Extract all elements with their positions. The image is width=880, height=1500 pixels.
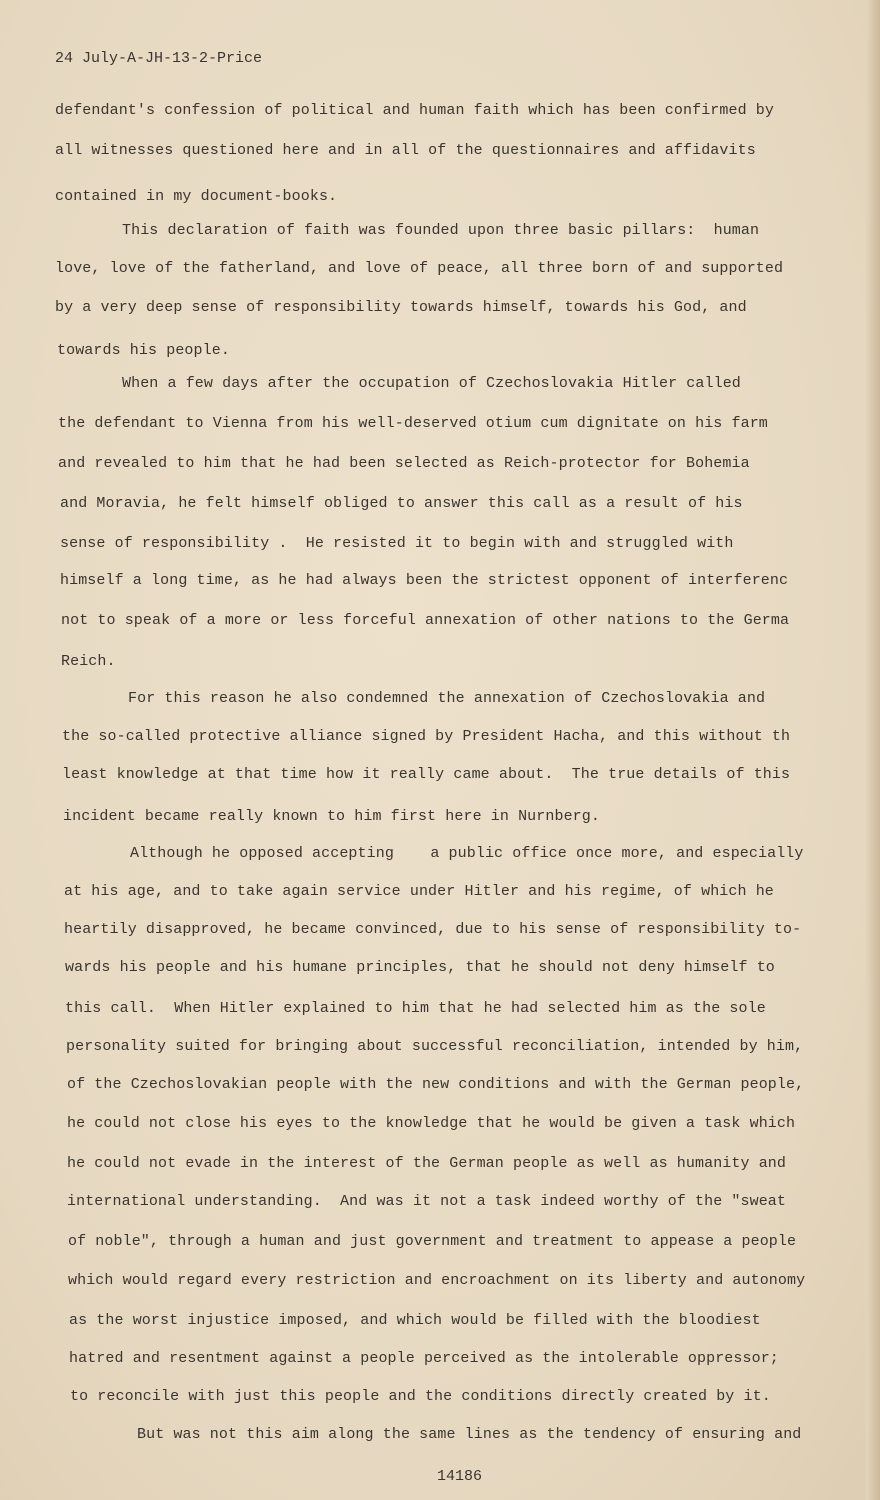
text-line: himself a long time, as he had always been the strictest opponent of interferenc: [60, 572, 789, 589]
text-line: But was not this aim along the same lines as the tendency of ensuring and: [137, 1426, 802, 1443]
text-line: international understanding. And was it not a task indeed worthy of the "sweat: [67, 1193, 787, 1210]
text-line: sense of responsibility . He resisted it to begin with and struggled with: [60, 535, 734, 552]
text-line: and revealed to him that he had been selected as Reich-protector for Bohemia: [58, 455, 750, 472]
text-line: hatred and resentment against a people perceived as the intolerable oppressor;: [69, 1350, 779, 1367]
text-line: not to speak of a more or less forceful annexation of other nations to the Germa: [61, 612, 790, 629]
text-line: heartily disapproved, he became convinced, due to his sense of responsibility to-: [64, 921, 802, 938]
text-line: the defendant to Vienna from his well-deserved otium cum dignitate on his farm: [58, 415, 768, 432]
text-line: Although he opposed accepting a public office once more, and especially: [130, 845, 804, 862]
text-line: love, love of the fatherland, and love of peace, all three born of and supported: [55, 260, 784, 277]
text-line: towards his people.: [57, 342, 230, 359]
text-line: which would regard every restriction and encroachment on its liberty and autonomy: [68, 1272, 806, 1289]
text-line: When a few days after the occupation of Czechoslovakia Hitler called: [122, 375, 741, 392]
text-line: he could not evade in the interest of the German people as well as humanity and: [67, 1155, 787, 1172]
text-line: least knowledge at that time how it really came about. The true details of this: [62, 766, 791, 783]
text-line: of noble", through a human and just government and treatment to appease a people: [68, 1233, 797, 1250]
text-line: wards his people and his humane principles, that he should not deny himself to: [65, 959, 775, 976]
text-line: this call. When Hitler explained to him that he had selected him as the sole: [65, 1000, 766, 1017]
text-line: at his age, and to take again service under Hitler and his regime, of which he: [64, 883, 774, 900]
page-edge: [866, 0, 880, 1500]
text-line: This declaration of faith was founded upon three basic pillars: human: [122, 222, 760, 239]
text-line: personality suited for bringing about successful reconciliation, intended by him,: [66, 1038, 804, 1055]
document-header: 24 July-A-JH-13-2-Price: [55, 50, 263, 67]
text-line: incident became really known to him first here in Nurnberg.: [63, 808, 600, 825]
page-number: 14186: [437, 1468, 483, 1485]
text-line: defendant's confession of political and human faith which has been confirmed by: [55, 102, 775, 119]
text-line: contained in my document-books.: [55, 188, 338, 205]
text-line: as the worst injustice imposed, and which would be filled with the bloodiest: [69, 1312, 761, 1329]
text-line: by a very deep sense of responsibility towards himself, towards his God, and: [55, 299, 747, 316]
text-line: all witnesses questioned here and in all of the questionnaires and affidavits: [55, 142, 756, 159]
text-line: the so-called protective alliance signed by President Hacha, and this without th: [62, 728, 791, 745]
text-line: and Moravia, he felt himself obliged to answer this call as a result of his: [60, 495, 743, 512]
text-line: to reconcile with just this people and the conditions directly created by it.: [70, 1388, 771, 1405]
text-line: Reich.: [61, 653, 116, 670]
text-line: of the Czechoslovakian people with the new conditions and with the German people,: [67, 1076, 805, 1093]
text-line: For this reason he also condemned the annexation of Czechoslovakia and: [128, 690, 766, 707]
text-line: he could not close his eyes to the knowledge that he would be given a task which: [67, 1115, 796, 1132]
